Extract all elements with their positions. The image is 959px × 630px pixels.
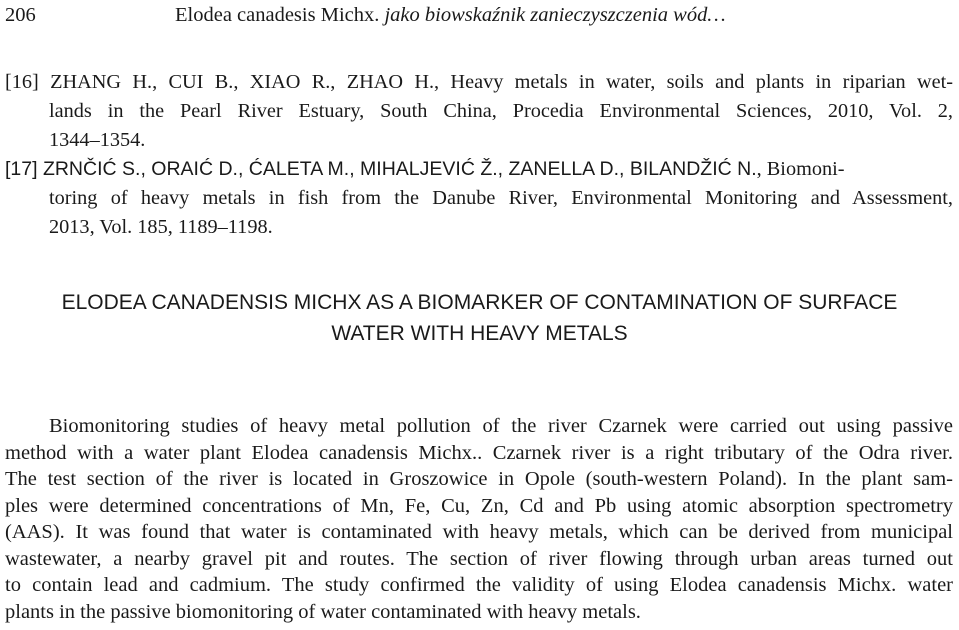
reference-17-authors: [17] ZRNČIĆ S., ORAIĆ D., ĆALETA M., MIHALJEVIĆ Ž., ZANELLA D., BILANDŽIĆ N. (5, 158, 757, 180)
abstract-line-3: The test section of the river is located in Groszowice in Opole (south-western Poland). In the plant sam- (5, 468, 953, 490)
abstract-line-2: method with a water plant Elodea canadensis Michx.. Czarnek river is a right tributary of the Odra river. (5, 441, 953, 464)
abstract-line-7: to contain lead and cadmium. The study confirmed the validity of using Elodea canadensis Michx. water (5, 574, 953, 596)
abstract-line-6: wastewater, a nearby gravel pit and routes. The section of river flowing through urban areas turned out (5, 547, 953, 570)
english-title-line-1: ELODEA CANADENSIS MICHX AS A BIOMARKER OF CONTAMINATION OF SURFACE (61, 291, 898, 314)
abstract-line-4: ples were determined concentrations of Mn, Fe, Cu, Zn, Cd and Pb using atomic absorption spectrometry (5, 494, 953, 517)
running-header (5, 3, 954, 27)
reference-17-line-2: toring of heavy metals in fish from the Danube River, Environmental Monitoring and Assessment, (49, 187, 953, 209)
running-title-italic: jako biowskaźnik zanieczyszczenia wód… (384, 4, 726, 26)
abstract-line-8: plants in the passive biomonitoring of water contaminated with heavy metals. (5, 600, 641, 623)
abstract-line-5: (AAS). It was found that water is contaminated with heavy metals, which can be derived from municipal (5, 521, 953, 543)
page-number: 206 (5, 4, 36, 26)
reference-17-line-1 (5, 155, 953, 184)
reference-16 (5, 68, 953, 155)
running-title-plain: Elodea canadesis Michx. (175, 4, 385, 26)
english-title-line-2: WATER WITH HEAVY METALS (331, 322, 628, 345)
running-title (175, 4, 726, 26)
abstract-line-1: Biomonitoring studies of heavy metal pollution of the river Czarnek were carried out using passive (49, 415, 953, 437)
reference-16-line-2: lands in the Pearl River Estuary, South China, Procedia Environmental Sciences, 2010, Vol. 2, (49, 100, 953, 122)
reference-16-line-3: 1344–1354. (49, 129, 146, 151)
reference-17 (5, 155, 953, 242)
reference-17-line-3: 2013, Vol. 185, 1189–1198. (49, 216, 273, 238)
reference-17-line-1-rest: , Biomoni- (756, 158, 845, 180)
abstract (5, 413, 953, 625)
reference-16-line-1: [16] ZHANG H., CUI B., XIAO R., ZHAO H., Heavy metals in water, soils and plants in riparian wet- (5, 71, 953, 93)
